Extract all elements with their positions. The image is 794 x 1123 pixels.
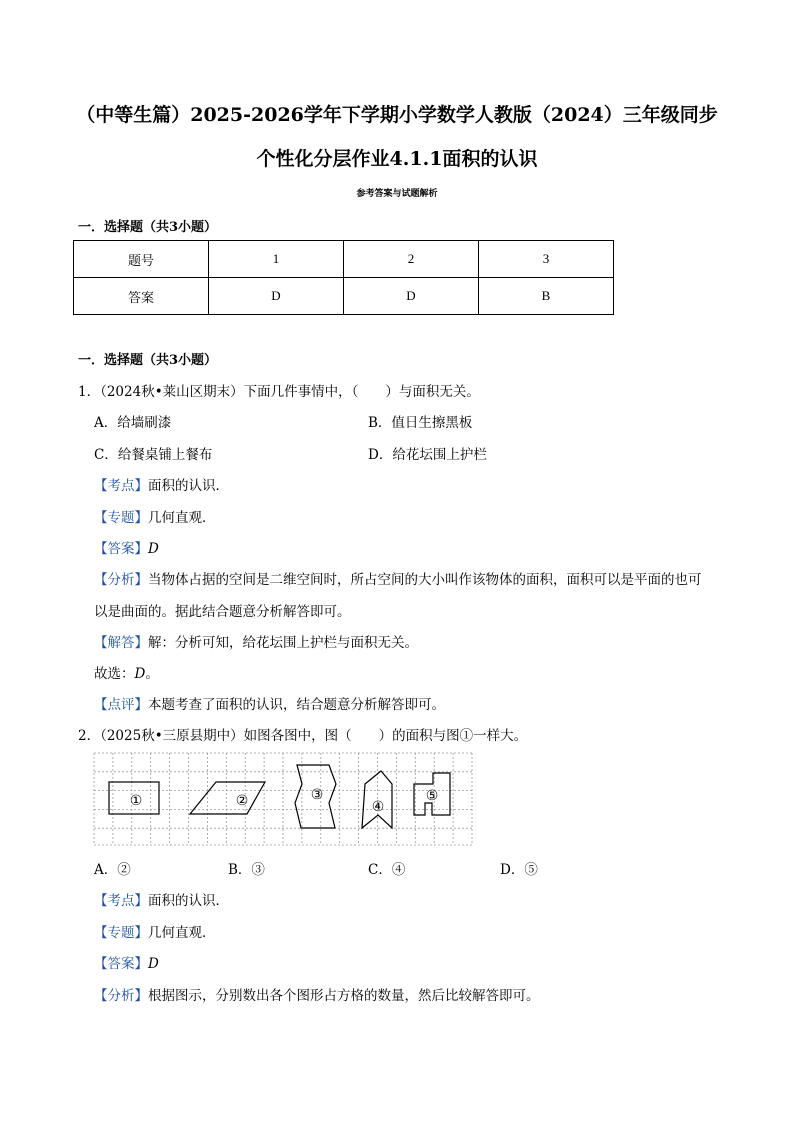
- q1-fenxi-line2: 以是曲面的。据此结合题意分析解答即可。: [94, 604, 351, 620]
- q1-jieda: [94, 631, 418, 651]
- q2-option-b: B．③: [228, 862, 265, 878]
- guxuan-value: D: [134, 666, 146, 682]
- q2-option-c: C．④: [368, 862, 406, 878]
- figure-label-2: ②: [235, 793, 249, 809]
- kaodian-text: 面积的认识．: [148, 478, 229, 494]
- q2-option-d: D．⑤: [500, 862, 538, 878]
- zhuanti-tag: 【专题】: [94, 510, 148, 526]
- grid-shapes-figure: [92, 751, 474, 847]
- figure-label-4: ④: [371, 799, 385, 815]
- table-cell: D: [344, 278, 479, 315]
- q2-kaodian: [94, 889, 229, 909]
- section-heading-questions: 一．选择题（共3小题）: [78, 353, 218, 368]
- q1-option-a: A．给墙刷漆: [94, 415, 172, 431]
- table-cell: B: [479, 278, 614, 315]
- jieda-tag: 【解答】: [94, 635, 148, 651]
- guxuan-label: 故选：: [94, 666, 135, 682]
- q1-fenxi-line1: [94, 568, 702, 588]
- fenxi-text: 根据图示，分别数出各个图形占方格的数量，然后比较解答即可。: [148, 988, 540, 1004]
- page-title-line1: （中等生篇）2025-2026学年下学期小学数学人教版（2024）三年级同步: [76, 104, 718, 126]
- daan-tag: 【答案】: [94, 956, 148, 972]
- q2-zhuanti: [94, 921, 216, 941]
- kaodian-text: 面积的认识．: [148, 893, 229, 909]
- q1-option-d: D．给花坛围上护栏: [368, 447, 487, 463]
- daan-text: D: [148, 956, 159, 972]
- q1-dianping: [94, 693, 445, 713]
- zhuanti-text: 几何直观．: [148, 510, 216, 526]
- q1-daan: [94, 537, 159, 557]
- fenxi-tag: 【分析】: [94, 988, 148, 1004]
- guxuan-end: 。: [145, 666, 159, 682]
- dotted-grid: [94, 753, 472, 845]
- kaodian-tag: 【考点】: [94, 478, 148, 494]
- figure-label-1: ①: [129, 793, 143, 809]
- dianping-tag: 【点评】: [94, 697, 148, 713]
- fenxi-text: 当物体占据的空间是二维空间时，所占空间的大小叫作该物体的面积，面积可以是平面的也可: [148, 572, 702, 588]
- q1-kaodian: [94, 474, 229, 494]
- q2-stem: 2．（2025秋•三原县期中）如图各图中，图（ ）的面积与图①一样大。: [78, 728, 528, 744]
- table-row: [74, 278, 614, 315]
- q2-option-a: A．②: [94, 862, 131, 878]
- q1-stem: 1．（2024秋•莱山区期末）下面几件事情中，（ ）与面积无关。: [78, 384, 480, 400]
- table-cell: 答案: [74, 278, 209, 315]
- figure-label-5: ⑤: [425, 788, 439, 804]
- figure-label-3: ③: [310, 787, 324, 803]
- q1-option-b: B．值日生擦黑板: [368, 415, 473, 431]
- answer-table: [73, 240, 614, 315]
- q1-option-c: C．给餐桌铺上餐布: [94, 447, 213, 463]
- page-title-line2: 个性化分层作业4.1.1面积的认识: [256, 148, 538, 170]
- dianping-text: 本题考查了面积的认识，结合题意分析解答即可。: [148, 697, 445, 713]
- table-row: [74, 241, 614, 278]
- table-cell: 题号: [74, 241, 209, 278]
- table-cell: 3: [479, 241, 614, 278]
- q2-daan: [94, 952, 159, 972]
- daan-tag: 【答案】: [94, 541, 148, 557]
- q1-guxuan: [94, 662, 159, 682]
- zhuanti-tag: 【专题】: [94, 925, 148, 941]
- kaodian-tag: 【考点】: [94, 893, 148, 909]
- daan-text: D: [148, 541, 159, 557]
- table-cell: D: [209, 278, 344, 315]
- table-cell: 1: [209, 241, 344, 278]
- jieda-text: 解：分析可知，给花坛围上护栏与面积无关。: [148, 635, 418, 651]
- section-heading-answers: 一．选择题（共3小题）: [78, 220, 218, 235]
- fenxi-tag: 【分析】: [94, 572, 148, 588]
- table-cell: 2: [344, 241, 479, 278]
- page-subtitle: 参考答案与试题解析: [356, 189, 438, 199]
- zhuanti-text: 几何直观．: [148, 925, 216, 941]
- q2-fenxi: [94, 984, 540, 1004]
- q1-zhuanti: [94, 506, 216, 526]
